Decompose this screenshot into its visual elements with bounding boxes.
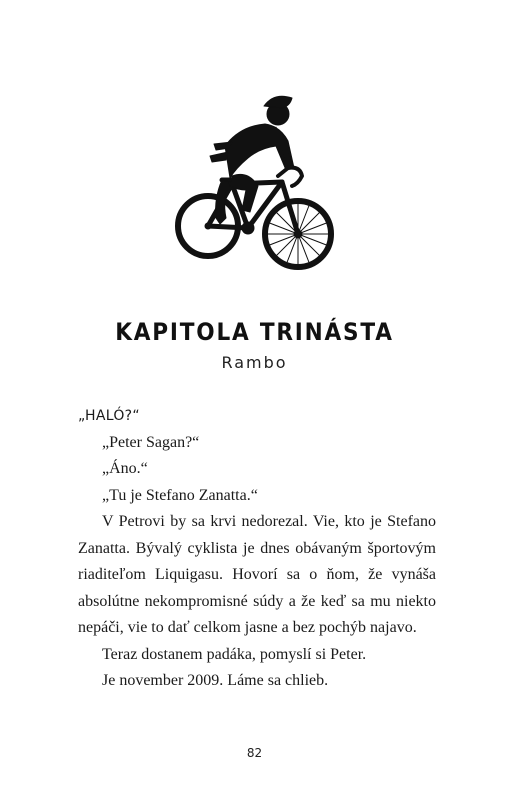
opening-line: „HALÓ?“: [78, 408, 140, 424]
paragraph: „Áno.“: [102, 460, 148, 477]
paragraph: Teraz dostanem padáka, pomyslí si Peter.: [102, 645, 367, 663]
chapter-subtitle: Rambo: [221, 353, 288, 372]
page-number: 82: [246, 746, 263, 760]
paragraph: Je november 2009. Láme sa chlieb.: [102, 672, 329, 689]
cyclist-icon: [170, 86, 340, 286]
paragraph: „Tu je Stefano Zanatta.“: [102, 486, 258, 504]
paragraph: „Peter Sagan?“: [102, 433, 200, 451]
chapter-title: KAPITOLA TRINÁSTA: [115, 318, 394, 346]
paragraph: V Petrovi by sa krvi nedorezal. Vie, kto je Stefano Zanatta. Bývalý cyklista je dnes obávaným športovým riaditeľom Liquigasu. Hovorí sa o ňom, že vynáša absolútne nekompromisné súdy a že keď sa mu niekto nepáči, vie to dať celkom jasne a bez pochýb najavo.: [78, 513, 436, 636]
body-text: [78, 403, 436, 695]
